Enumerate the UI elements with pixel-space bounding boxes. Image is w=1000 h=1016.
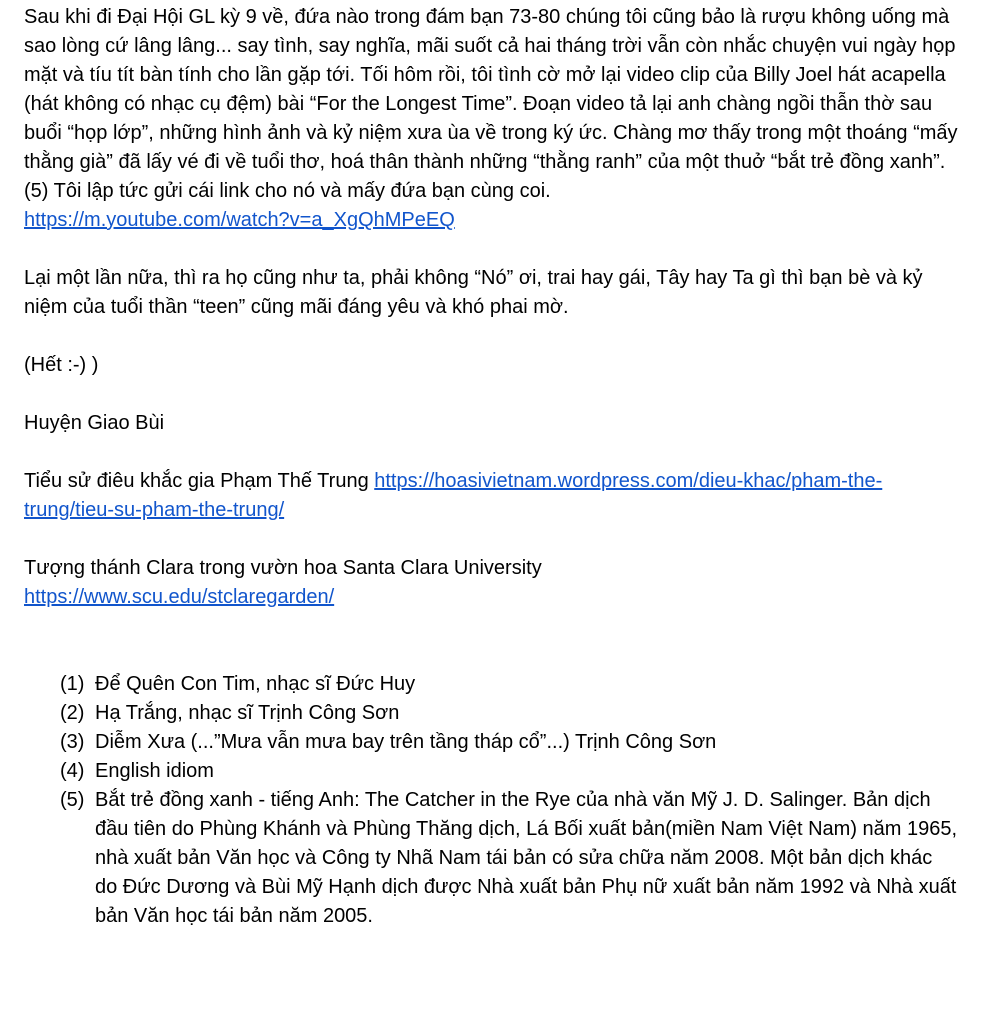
footnote-number: (1) — [60, 673, 85, 695]
author-name: Huyện Giao Bùi — [24, 412, 165, 434]
bio-label: Tiểu sử điêu khắc gia Phạm Thế Trung — [24, 470, 375, 492]
footnotes-list — [24, 670, 960, 931]
footnote-text: English idiom — [95, 760, 214, 782]
statue-link[interactable]: https://www.scu.edu/stclaregarden/ — [24, 586, 335, 608]
footnote-number: (3) — [60, 731, 85, 753]
statue-link-line — [24, 583, 960, 612]
spacer — [24, 380, 960, 409]
bio-reference — [24, 467, 960, 525]
footnote-number: (4) — [60, 760, 85, 782]
spacer — [24, 612, 960, 670]
footnote-item — [60, 757, 960, 786]
youtube-link[interactable]: https://m.youtube.com/watch?v=a_XgQhMPeEQ — [24, 209, 455, 231]
youtube-link-line — [24, 206, 960, 235]
footnote-text: Diễm Xưa (...”Mưa vẫn mưa bay trên tầng tháp cổ”...) Trịnh Công Sơn — [95, 731, 717, 753]
footnote-text: Để Quên Con Tim, nhạc sĩ Đức Huy — [95, 673, 416, 695]
reflection-paragraph: Lại một lần nữa, thì ra họ cũng như ta, phải không “Nó” ơi, trai hay gái, Tây hay Ta gì thì bạn bè và kỷ niệm của tuổi thần “teen” cũng mãi đáng yêu và khó phai mờ. — [24, 267, 923, 318]
footnote-item — [60, 728, 960, 757]
intro-paragraph: Sau khi đi Đại Hội GL kỳ 9 về, đứa nào trong đám bạn 73-80 chúng tôi cũng bảo là rượu không uống mà sao lòng cứ lâng lâng... say tình, say nghĩa, mãi suốt cả hai tháng trời vẫn còn nhắc chuyện vui ngày họp mặt và tíu tít bàn tính cho lần gặp tới. Tối hôm rồi, tôi tình cờ mở lại video clip của Billy Joel hát acapella (hát không có nhạc cụ đệm) bài “For the Longest Time”. Đoạn video tả lại anh chàng ngồi thẫn thờ sau buổi “họp lớp”, những hình ảnh và kỷ niệm xưa ùa về trong ký ức. Chàng mơ thấy trong một thoáng “mấy thằng già” đã lấy vé đi về tuổi thơ, hoá thân thành những “thằng ranh” của một thuở “bắt trẻ đồng xanh”.(5) Tôi lập tức gửi cái link cho nó và mấy đứa bạn cùng coi. — [24, 6, 958, 202]
footnote-item — [60, 786, 960, 931]
footnote-text: Hạ Trắng, nhạc sĩ Trịnh Công Sơn — [95, 702, 400, 724]
spacer — [24, 525, 960, 554]
footnote-text: Bắt trẻ đồng xanh - tiếng Anh: The Catcher in the Rye của nhà văn Mỹ J. D. Salinger. Bản dịch đầu tiên do Phùng Khánh và Phùng Thăng dịch, Lá Bối xuất bản(miền Nam Việt Nam) năm 1965, nhà xuất bản Văn học và Công ty Nhã Nam tái bản có sửa chữa năm 2008. Một bản dịch khác do Đức Dương và Bùi Mỹ Hạnh dịch được Nhà xuất bản Phụ nữ xuất bản năm 1992 và Nhà xuất bản Văn học tái bản năm 2005. — [95, 789, 958, 927]
spacer — [24, 235, 960, 264]
spacer — [24, 438, 960, 467]
footnote-item — [60, 699, 960, 728]
footnote-number: (5) — [60, 789, 85, 811]
statue-label: Tượng thánh Clara trong vườn hoa Santa Clara University — [24, 557, 542, 579]
spacer — [24, 322, 960, 351]
footnote-number: (2) — [60, 702, 85, 724]
bio-link[interactable]: https://hoasivietnam.wordpress.com/dieu-khac/pham-the-trung/tieu-su-pham-the-trung/ — [24, 470, 883, 521]
end-marker: (Hết :-) ) — [24, 354, 99, 376]
footnote-item — [60, 670, 960, 699]
